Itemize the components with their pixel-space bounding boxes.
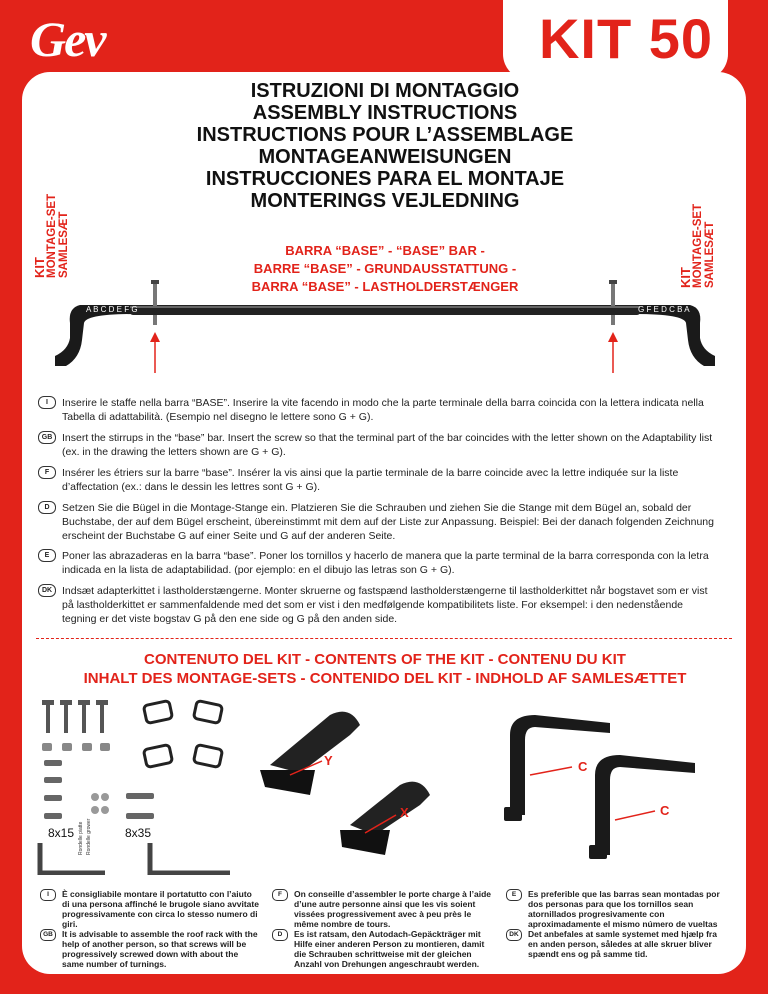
- nuts: [42, 743, 110, 751]
- stirrup-x: [340, 782, 430, 855]
- screw-right: [609, 280, 617, 325]
- screw-size-8x35: 8x35: [125, 826, 152, 840]
- instruction-it: I Inserire le staffe nella barra “BASE”. Inserire la vite facendo in modo che la parte terminale della barra coincida con la lettera indicata nella Tabella di adattabilità. (Esempio nel disegno le lettere sono G + G).: [38, 396, 718, 424]
- flag-dk: DK: [38, 584, 56, 597]
- note-gb: GB It is advisable to assemble the roof rack with the help of another person, so that screws will be progressively screwed down with about the same number of turnings.: [40, 929, 260, 969]
- flag-gb: GB: [38, 431, 56, 444]
- bar-subtitles: BARRA “BASE” - “BASE” BAR - BARRE “BASE” - GRUNDAUSSTATTUNG - BARRA “BASE” - LASTHOLDERSTÆNGER: [251, 243, 519, 294]
- instruction-de: D Setzen Sie die Bügel in die Montage-Stange ein. Platzieren Sie die Schrauben und ziehen Sie die Stange mit dem Bügel an, sobald der Buchstabe, der auf dem Bügel erscheint, übereinstimmt mit dem auf der Liste zur Anpassung. Beispiel: Bei der danach folgenden Zeichnung erscheint der Buchstabe G auf einer Seite und G auf der anderen Seite.: [38, 501, 718, 543]
- long-bolts: [126, 793, 154, 819]
- section-divider: [36, 638, 732, 639]
- note-it: I È consigliabile montare il portatutto con l’aiuto di una persona affinché le brugole siano avvitate progressivamente con circa lo stesso numero di giri.: [40, 889, 260, 929]
- flag-it: I: [38, 396, 56, 409]
- kit-contents-title: CONTENUTO DEL KIT - CONTENTS OF THE KIT - CONTENU DU KIT INHALT DES MONTAGE-SETS - CONTENIDO DEL KIT - INDHOLD AF SAMLESÆTTET: [83, 651, 687, 687]
- stirrup-y: [260, 712, 360, 795]
- flag-de: D: [38, 501, 56, 514]
- side-label-right: KIT MONTAGE-SET SAMLESÆT: [678, 203, 716, 288]
- flag-fr: F: [38, 466, 56, 479]
- kit-parts-illustration: [30, 695, 740, 875]
- screw-left: [151, 280, 159, 325]
- note-fr: F On conseille d’assembler le porte charge à l’aide d’une autre personne ainsi que les vis soient vissées progressivement avec à peu près le même nombre de tours.: [272, 889, 494, 929]
- label-y: Y: [324, 753, 333, 768]
- instruction-dk: DK Indsæt adapterkittet i lastholderstængerne. Monter skruerne og fastspænd lastholderstængerne til lastholderkittet når bogstavet som er vist på lastholderkittet er sammenfaldende med det som er vist i den medfølgende kompatibilitets liste. For eksempel: i den nedenstående tegning er det viste bogstav G på den ene side og G på den anden side.: [38, 584, 718, 626]
- washer-label-1: Rondelle piatte: [78, 821, 84, 855]
- base-bar-illustration: [40, 278, 730, 378]
- bar-letters-right: G F E D C B A: [638, 305, 690, 314]
- flag-es: E: [38, 549, 56, 562]
- washers: [91, 793, 109, 814]
- washer-label-2: Rondelle grower: [86, 818, 92, 855]
- label-x: X: [400, 805, 409, 820]
- note-de: D Es ist ratsam, den Autodach-Gepäckträger mit Hilfe einer anderen Person zu montieren, damit die Schrauben schrittweise mit der gleichen Anzahl von Drehungen angeschraubt werden.: [272, 929, 494, 969]
- bracket-c-1: [504, 715, 610, 821]
- screw-size-8x15: 8x15: [48, 826, 75, 840]
- arrow-up-left-icon: [150, 332, 160, 373]
- side-label-left: KIT MONTAGE-SET SAMLESÆT: [32, 193, 70, 278]
- instruction-es: E Poner las abrazaderas en la barra “base”. Poner los tornillos y hacerlo de manera que la parte terminal de la barra corresponda con la letra indicada en la lista de adaptabilidad. (por ejemplo: en el dibujo las letras son G + G).: [38, 549, 718, 577]
- note-dk: DK Det anbefales at samle systemet med hjælp fra en anden person, således at alle skruer bliver spændt ens og på samme tid.: [506, 929, 728, 959]
- instruction-fr: F Insérer les étriers sur la barre “base”. Insérer la vis ainsi que la partie terminale de la barre coincide avec la lettre indiquée sur la liste d’affectation (ex.: dans le dessin les lettres sont G + G).: [38, 466, 718, 494]
- label-c-2: C: [660, 803, 670, 818]
- bar-letters-left: A B C D E F G: [86, 305, 138, 314]
- bracket-c-2: [589, 755, 695, 859]
- rubber-pads: [143, 700, 222, 767]
- long-screws: [42, 700, 108, 733]
- label-c-1: C: [578, 759, 588, 774]
- gev-logo: Gev: [30, 11, 105, 67]
- instruction-titles: ISTRUZIONI DI MONTAGGIO ASSEMBLY INSTRUCTIONS INSTRUCTIONS POUR L’ASSEMBLAGE MONTAGEANWEISUNGEN INSTRUCCIONES PARA EL MONTAJE MONTERINGS VEJLEDNING: [196, 80, 574, 212]
- arrow-up-right-icon: [608, 332, 618, 373]
- instruction-gb: GB Insert the stirrups in the “base” bar. Insert the screw so that the terminal part of the bar coincides with the letter shown on the Adaptability list (ex. in the drawing the letters shown are G + G).: [38, 431, 718, 459]
- short-bolts: [44, 760, 62, 819]
- kit-title: KIT 50: [538, 7, 713, 70]
- allen-keys: [40, 843, 230, 873]
- note-es: E Es preferible que las barras sean montadas por dos personas para que los tornillos sean atornillados progresivamente con aproximadamente el mismo número de vueltas: [506, 889, 728, 929]
